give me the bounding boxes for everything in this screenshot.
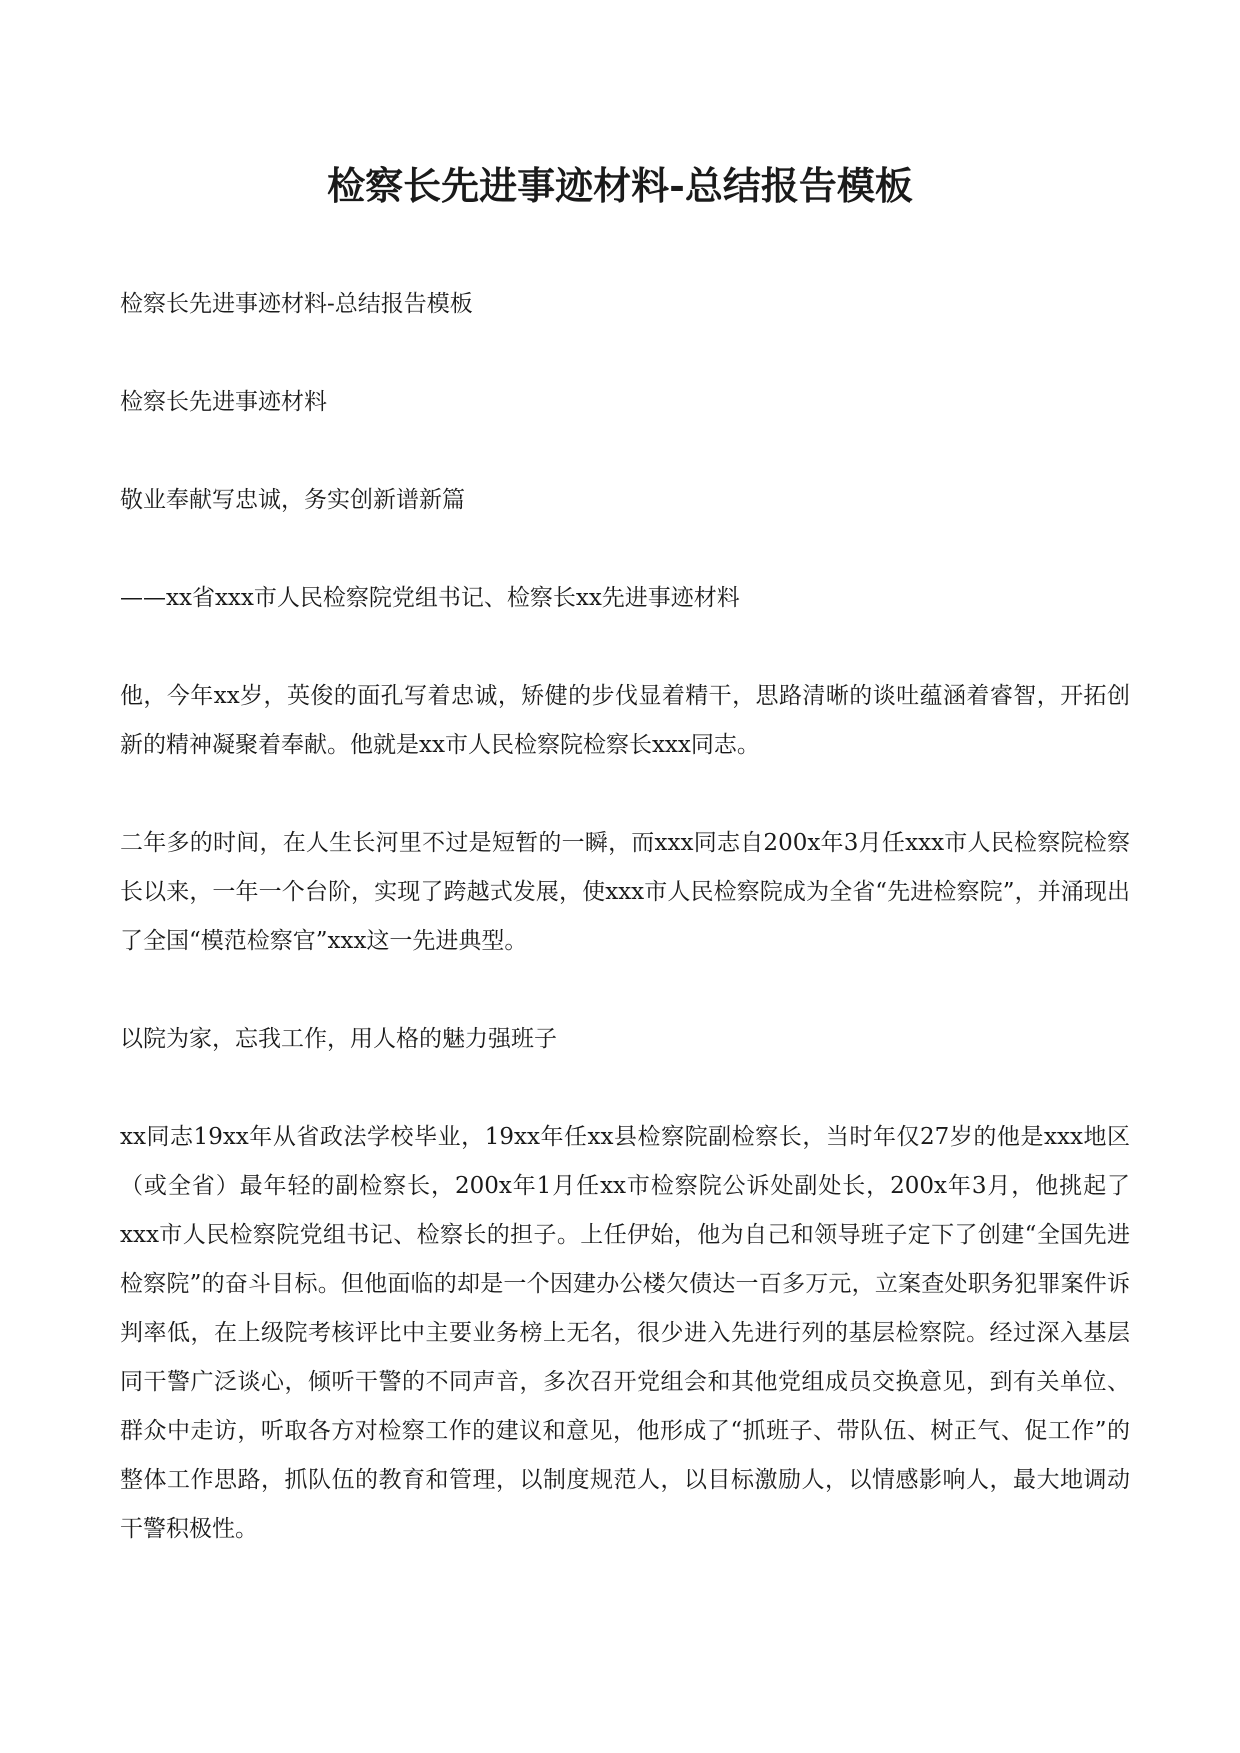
paragraph-heading: 检察长先进事迹材料 [120,389,327,415]
paragraph-byline: ——xx省xxx市人民检察院党组书记、检察长xx先进事迹材料 [120,585,740,611]
paragraph-career: xx同志19xx年从省政法学校毕业，19xx年任xx县检察院副检察长，当时年仅27岁的他是xxx地区（或全省）最年轻的副检察长，200x年1月任xx市检察院公诉处副处长，200x年3月，他挑起了xxx市人民检察院党组书记、检察长的担子。上任伊始，他为自己和领导班子定下了创建“全国先进检察院”的奋斗目标。但他面临的却是一个因建办公楼欠债达一百多万元，立案查处职务犯罪案件诉判率低，在上级院考核评比中主要业务榜上无名，很少进入先进行列的基层检察院。经过深入基层同干警广泛谈心，倾听干警的不同声音，多次召开党组会和其他党组成员交换意见，到有关单位、群众中走访，听取各方对检察工作的建议和意见，他形成了“抓班子、带队伍、树正气、促工作”的整体工作思路，抓队伍的教育和管理，以制度规范人，以目标激励人，以情感影响人，最大地调动干警积极性。 [120,1124,1130,1542]
paragraph-slogan: 敬业奉献写忠诚，务实创新谱新篇 [120,487,465,513]
document-body [120,280,1130,1554]
document-title: 检察长先进事迹材料-总结报告模板 [327,163,913,208]
section-heading: 以院为家，忘我工作，用人格的魅力强班子 [120,1026,557,1052]
paragraph-intro: 他，今年xx岁，英俊的面孔写着忠诚，矫健的步伐显着精干，思路清晰的谈吐蕴涵着睿智，开拓创新的精神凝聚着奉献。他就是xx市人民检察院检察长xxx同志。 [120,683,1130,758]
paragraph-achievements: 二年多的时间，在人生长河里不过是短暂的一瞬，而xxx同志自200x年3月任xxx市人民检察院检察长以来，一年一个台阶，实现了跨越式发展，使xxx市人民检察院成为全省“先进检察院”，并涌现出了全国“模范检察官”xxx这一先进典型。 [120,830,1130,954]
paragraph-subtitle: 检察长先进事迹材料-总结报告模板 [120,291,473,317]
